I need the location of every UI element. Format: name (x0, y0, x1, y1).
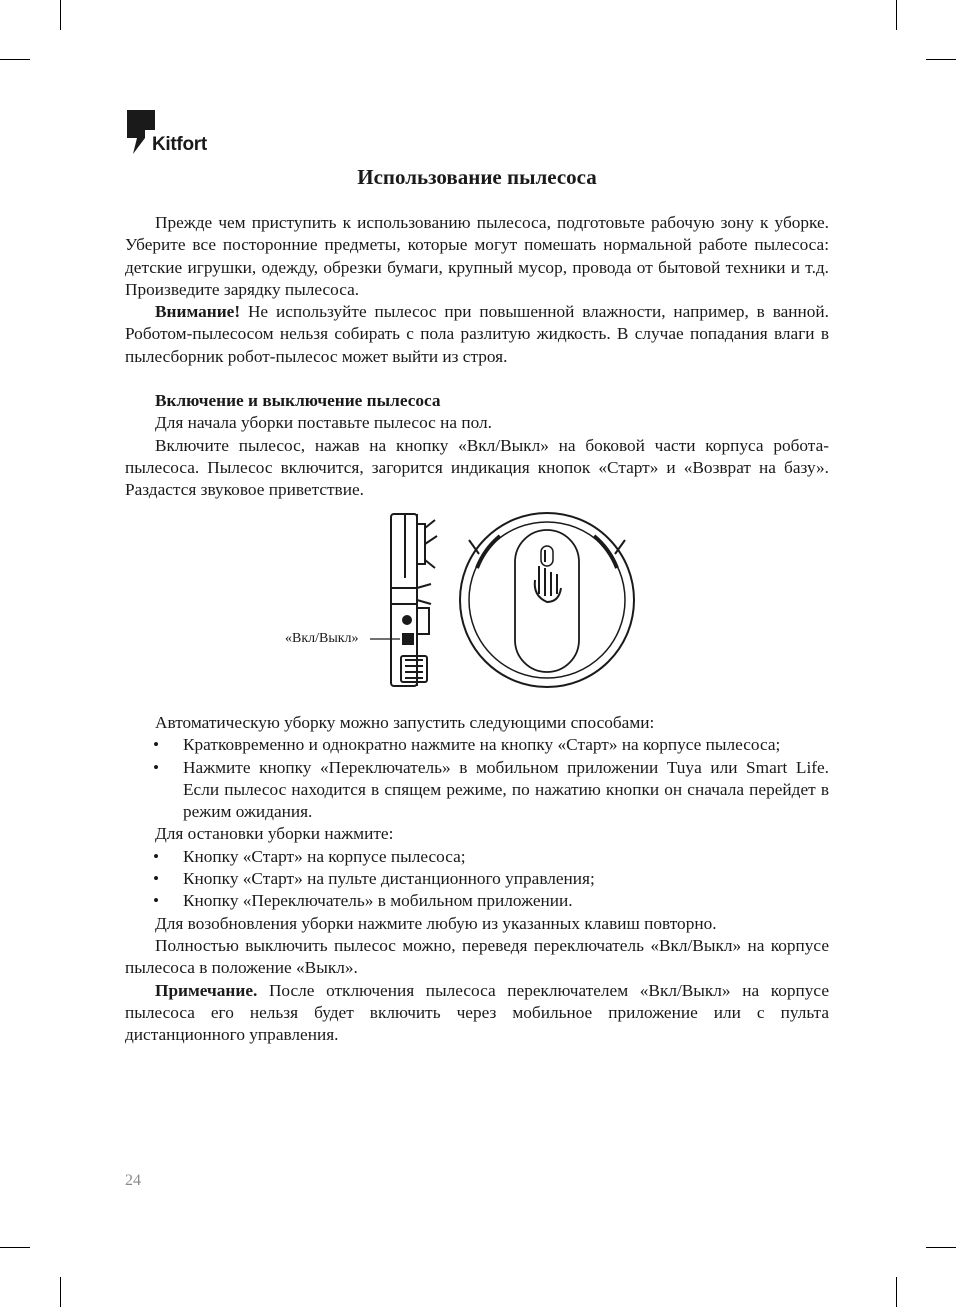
brand-name: Kitfort (152, 134, 207, 155)
crop-mark (0, 1247, 30, 1248)
section-paragraph-2: Включите пылесос, нажав на кнопку «Вкл/Выкл» на боковой части корпуса робота-пылесоса. Пылесос включится, загорится индикация кнопок «Старт» и «Возврат на базу». Раздастся звуковое приветствие. (125, 435, 829, 500)
crop-mark (60, 1277, 61, 1307)
intro-paragraph: Прежде чем приступить к использованию пылесоса, подготовьте рабочую зону к уборке. Уберите все посторонние предметы, которые могут помешать нормальной работе пылесоса: детские игрушки, одежду, обрезки бумаги, крупный мусор, провода от бытовой техники и т.д. Произведите зарядку пылесоса. (125, 213, 829, 299)
resume-paragraph: Для возобновления уборки нажмите любую из указанных клавиш повторно. (155, 913, 717, 933)
power-switch-label: «Вкл/Выкл» (285, 631, 359, 646)
auto-start-intro: Автоматическую уборку можно запустить следующими способами: (155, 713, 655, 732)
auto-start-list (125, 734, 829, 823)
stop-intro: Для остановки уборки нажмите: (155, 824, 394, 844)
stop-list (125, 846, 829, 913)
crop-mark (896, 0, 897, 30)
page-title: Использование пылесоса (357, 165, 597, 189)
robot-top-view-icon (455, 508, 645, 693)
crop-mark (60, 0, 61, 30)
note-label: Примечание. (155, 980, 258, 1000)
list-item: • Кратковременно и однократно нажмите на кнопку «Старт» на корпусе пылесоса; (125, 734, 829, 756)
power-off-paragraph: Полностью выключить пылесос можно, переведя переключатель «Вкл/Выкл» на корпусе пылесоса в положение «Выкл». (125, 935, 829, 978)
list-item: • Нажмите кнопку «Переключатель» в мобильном приложении Tuya или Smart Life. Если пылесос находится в спящем режиме, по нажатию кнопки он сначала перейдет в режим ожидания. (125, 757, 829, 824)
intro-block (125, 212, 829, 502)
note-text: После отключения пылесоса переключателем «Вкл/Выкл» на корпусе пылесоса его нельзя будет включить через мобильное приложение или с пульта дистанционного управления. (125, 980, 829, 1045)
crop-mark (926, 1247, 956, 1248)
list-item: • Кнопку «Старт» на корпусе пылесоса; (125, 846, 829, 868)
section-heading: Включение и выключение пылесоса (155, 391, 441, 411)
page-number: 24 (125, 1172, 141, 1189)
list-item: • Кнопку «Переключатель» в мобильном приложении. (125, 890, 829, 912)
robot-side-view-icon (387, 508, 447, 693)
note-paragraph (125, 980, 829, 1047)
warning-paragraph (125, 301, 829, 368)
usage-block (125, 712, 829, 1046)
crop-mark (896, 1277, 897, 1307)
brand-logo (125, 108, 225, 158)
crop-mark (926, 59, 956, 60)
list-item: • Кнопку «Старт» на пульте дистанционного управления; (125, 868, 829, 890)
section-paragraph-1: Для начала уборки поставьте пылесос на пол. (155, 413, 492, 433)
warning-label: Внимание! (155, 302, 241, 322)
robot-figure (125, 508, 829, 693)
warning-text: Не используйте пылесос при повышенной влажности, например, в ванной. Роботом-пылесосом нельзя собирать с пола разлитую жидкость. В случае попадания влаги в пылесборник робот-пылесос может выйти из строя. (125, 302, 829, 366)
crop-mark (0, 59, 30, 60)
